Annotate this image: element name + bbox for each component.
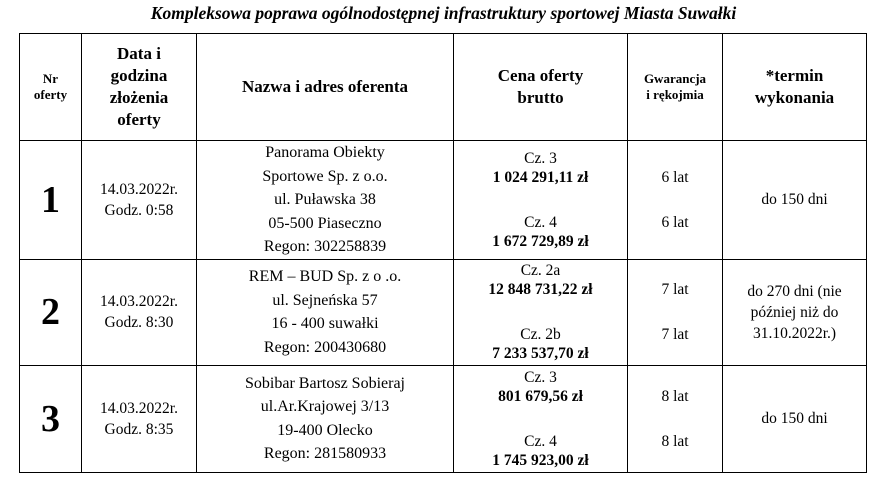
offer-name-line: Regon: 200430680 xyxy=(263,338,387,356)
part-warranty: 8 lat xyxy=(661,387,689,405)
offer-name-line: REM – BUD Sp. z o .o. xyxy=(248,268,402,285)
offer-date: 14.03.2022r. xyxy=(100,293,178,310)
part-warranty: 7 lat xyxy=(661,326,689,343)
offer-date-cell xyxy=(82,365,197,472)
offer-name-line: ul.Ar.Krajowej 3/13 xyxy=(260,398,390,415)
part-label: Cz. 2b xyxy=(520,326,561,343)
part-amount: 801 679,56 zł xyxy=(498,387,583,405)
offer-row xyxy=(20,259,867,365)
part-warranty: 6 lat xyxy=(661,168,689,186)
offer-warranty-cell xyxy=(628,141,723,260)
offer-term-cell xyxy=(723,141,867,260)
part-label: Cz. 4 xyxy=(524,213,557,231)
part-warranty: 7 lat xyxy=(661,281,689,298)
header-warranty: Gwarancja i rękojmia xyxy=(628,34,723,141)
offer-date-cell xyxy=(82,141,197,260)
offer-name-line: Panorama Obiekty xyxy=(265,144,385,161)
offer-name-line: 05-500 Piaseczno xyxy=(268,214,382,232)
part-warranty: 6 lat xyxy=(661,213,689,231)
offer-date-cell xyxy=(82,259,197,365)
offer-term-line: później niż do xyxy=(750,303,839,321)
offer-term-line: 31.10.2022r.) xyxy=(752,324,837,342)
offer-warranty-cell xyxy=(628,259,723,365)
offer-time: Godz. 0:58 xyxy=(104,201,174,219)
offer-number: 3 xyxy=(20,365,82,472)
offer-date: 14.03.2022r. xyxy=(100,180,178,198)
offer-term-line: do 150 dni xyxy=(761,410,828,427)
header-name: Nazwa i adres oferenta xyxy=(197,34,454,141)
offer-name-cell xyxy=(197,365,454,472)
header-row xyxy=(20,34,867,141)
offer-date: 14.03.2022r. xyxy=(100,399,178,417)
part-amount: 12 848 731,22 zł xyxy=(488,281,593,298)
offer-name-line: Regon: 281580933 xyxy=(263,445,387,462)
offer-name-line: Regon: 302258839 xyxy=(263,238,387,255)
offer-name-line: Sobibar Bartosz Sobieraj xyxy=(245,374,405,392)
offer-price-cell xyxy=(454,365,628,472)
part-label: Cz. 3 xyxy=(524,149,557,167)
header-date: Data i godzina złożenia oferty xyxy=(82,34,197,141)
offer-row xyxy=(20,141,867,260)
offer-name-line: 16 - 400 suwałki xyxy=(271,315,379,332)
header-price: Cena oferty brutto xyxy=(454,34,628,141)
offer-time: Godz. 8:35 xyxy=(104,420,174,438)
offer-term-line: do 150 dni xyxy=(761,191,828,209)
part-label: Cz. 3 xyxy=(524,368,557,386)
offer-number: 2 xyxy=(20,259,82,365)
part-label: Cz. 4 xyxy=(524,432,557,450)
offer-price-cell xyxy=(454,141,628,260)
offers-table xyxy=(19,33,867,473)
offer-row xyxy=(20,365,867,472)
part-warranty: 8 lat xyxy=(661,432,689,450)
offer-name-cell xyxy=(197,141,454,260)
offer-price-cell xyxy=(454,259,628,365)
offer-term-line: do 270 dni (nie xyxy=(747,282,842,300)
offer-term-cell xyxy=(723,365,867,472)
offer-warranty-cell xyxy=(628,365,723,472)
part-label: Cz. 2a xyxy=(520,262,561,279)
header-term: *termin wykonania xyxy=(723,34,867,141)
document-title: Kompleksowa poprawa ogólnodostępnej infrastruktury sportowej Miasta Suwałki xyxy=(150,3,737,23)
part-amount: 7 233 537,70 zł xyxy=(492,345,589,362)
offer-name-line: Sportowe Sp. z o.o. xyxy=(262,167,388,185)
offer-name-line: 19-400 Olecko xyxy=(277,421,373,439)
offer-name-cell xyxy=(197,259,454,365)
offer-term-cell xyxy=(723,259,867,365)
offer-name-line: ul. Puławska 38 xyxy=(274,191,376,208)
header-nr: Nr oferty xyxy=(20,34,82,141)
part-amount: 1 672 729,89 zł xyxy=(492,232,589,250)
part-amount: 1 024 291,11 zł xyxy=(492,168,589,186)
part-amount: 1 745 923,00 zł xyxy=(492,451,589,469)
offer-name-line: ul. Sejneńska 57 xyxy=(272,291,378,309)
offer-number: 1 xyxy=(20,141,82,260)
offer-time: Godz. 8:30 xyxy=(104,314,174,331)
